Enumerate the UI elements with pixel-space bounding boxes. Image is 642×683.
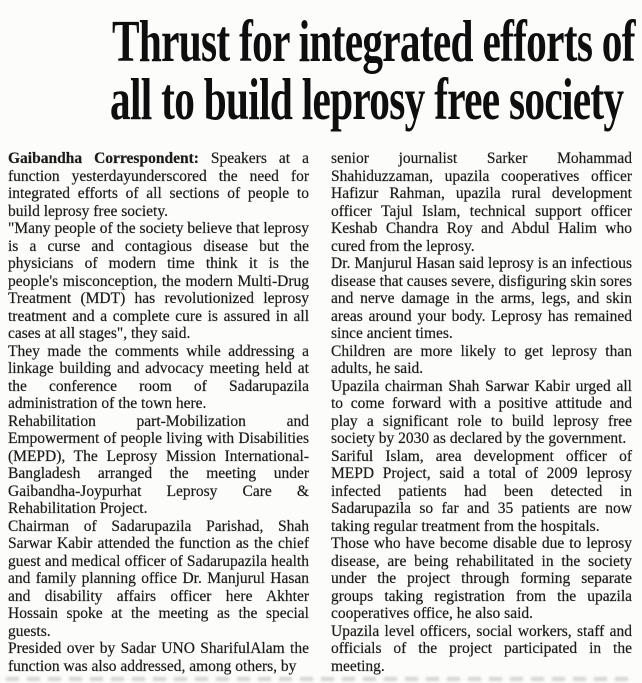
article-body: [0, 148, 642, 675]
article-paragraph: Dr. Manjurul Hasan said leprosy is an infectious disease that causes severe, disfiguring skin sores and nerve damage in the arms, legs, and skin areas around your body. Leprosy has remained since ancient times.: [331, 255, 632, 342]
article-paragraph: "Many people of the society believe that leprosy is a curse and contagious disease but the physicians of modern time think it is the people's misconception, the modern Multi-Drug Treatment (MDT) has revolutionized leprosy treatment and a complete cure is assured in all cases at all stages", they said.: [8, 220, 309, 342]
dateline-label: Gaibandha Correspondent:: [8, 150, 199, 167]
left-column-paragraphs: [8, 220, 309, 675]
headline-line-1: [0, 8, 642, 74]
bottom-crop-artifact: [6, 677, 636, 681]
right-column: [331, 150, 632, 675]
headline-line-1-text: Thrust for integrated efforts of: [112, 8, 635, 74]
lead-paragraph: [8, 150, 309, 220]
article-paragraph: Sariful Islam, area development officer of MEPD Project, said a total of 2009 leprosy infected patients had been detected in Sadarupazila so far and 35 patients are now taking regular treatment from the hospitals.: [331, 447, 632, 535]
article-paragraph: Upazila level officers, social workers, staff and officials of the project participated in the meeting.: [331, 622, 632, 675]
article-headline: [0, 0, 642, 148]
article-paragraph: senior journalist Sarker Mohammad Shahiduzzaman, upazila cooperatives officer Hafizur Rahman, upazila rural development officer Tajul Islam, technical support officer Keshab Chandra Roy and Abdul Halim who cured from the leprosy.: [331, 150, 632, 255]
article-paragraph: Children are more likely to get leprosy than adults, he said.: [331, 342, 632, 377]
article-paragraph: They made the comments while addressing a linkage building and advocacy meeting held at the conference room of Sadarupazila administration of the town here.: [8, 342, 309, 412]
article-paragraph: Those who have become disable due to leprosy disease, are being rehabilitated in the society under the project through forming separate groups taking registration from the upazila cooperatives office, he also said.: [331, 535, 632, 622]
article-paragraph: Chairman of Sadarupazila Parishad, Shah Sarwar Kabir attended the function as the chief guest and medical officer of Sadarupazila health and family planning office Dr. Manjurul Hasan and disability affairs officer here Akhter Hossain spoke at the meeting as the special guests.: [8, 517, 309, 640]
right-column-paragraphs: [331, 150, 632, 675]
headline-line-2-text: all to build leprosy free society: [110, 66, 624, 132]
headline-line-2: [0, 66, 642, 132]
lead-text: Speakers at a function yesterdayunderscored the need for integrated efforts of all sections of people to build leprosy free society.: [8, 150, 309, 220]
article-paragraph: Upazila chairman Shah Sarwar Kabir urged all to come forward with a positive attitude and play a significant role to build leprosy free society by 2030 as declared by the government.: [331, 377, 632, 447]
article-paragraph: Rehabilitation part-Mobilization and Empowerment of people living with Disabilities (MEPD), The Leprosy Mission International-Bangladesh arranged the meeting under Gaibandha-Joypurhat Leprosy Care & Rehabilitation Project.: [8, 412, 309, 517]
left-column: [8, 150, 309, 675]
article-paragraph: Presided over by Sadar UNO SharifulAlam the function was also addressed, among others, by: [8, 640, 309, 675]
